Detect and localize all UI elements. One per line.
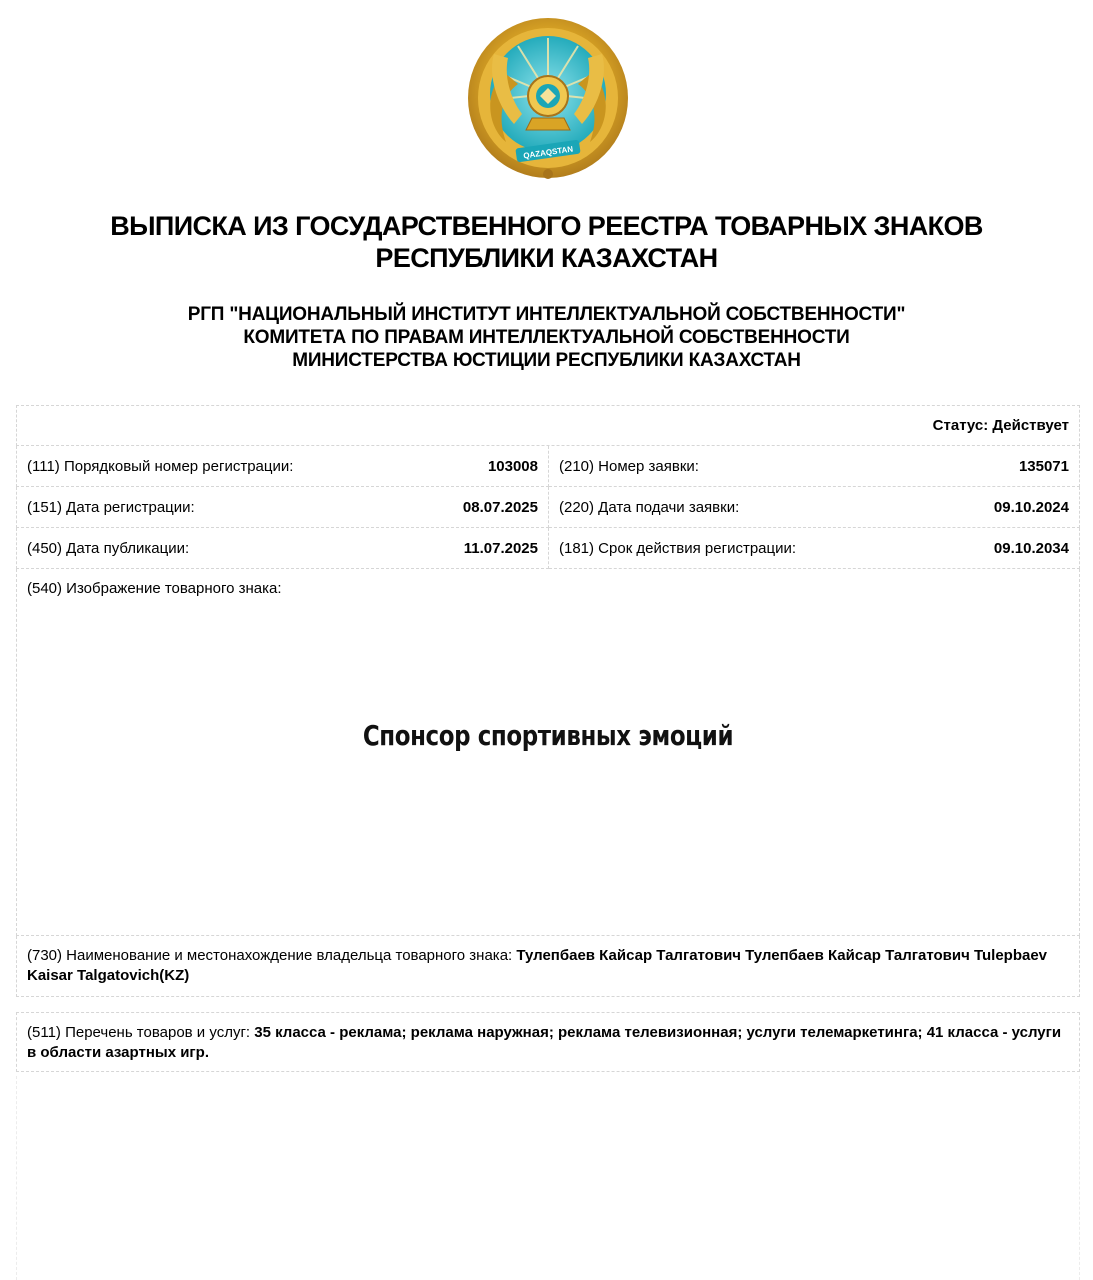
trademark-image: Спонсор спортивных эмоций bbox=[362, 719, 734, 752]
app-number-label: (210) Номер заявки: bbox=[559, 457, 699, 475]
filing-date-value: 09.10.2024 bbox=[993, 498, 1069, 516]
kazakhstan-state-emblem-icon bbox=[466, 14, 630, 182]
registry-extract-table bbox=[16, 405, 1080, 1072]
document-title bbox=[0, 210, 1093, 274]
goods-services-block bbox=[16, 1012, 1080, 1072]
trademark-image-label: (540) Изображение товарного знака: bbox=[27, 580, 282, 597]
org-line-3: МИНИСТЕРСТВА ЮСТИЦИИ РЕСПУБЛИКИ КАЗАХСТАН bbox=[292, 350, 801, 371]
reg-date-label: (151) Дата регистрации: bbox=[27, 498, 195, 516]
owner-block bbox=[16, 936, 1080, 997]
reg-date-cell bbox=[16, 487, 549, 528]
title-line-2: РЕСПУБЛИКИ КАЗАХСТАН bbox=[375, 243, 718, 273]
table-row bbox=[16, 528, 1080, 569]
reg-number-value: 103008 bbox=[487, 457, 538, 475]
pub-date-cell bbox=[16, 528, 549, 569]
owner-value: Тулепбаев Кайсар Талгатович Тулепбаев Кайсар Талгатович Tulepbaev Kaisar Talgatovich(KZ) bbox=[27, 947, 1048, 984]
app-number-cell bbox=[549, 446, 1080, 487]
validity-cell bbox=[549, 528, 1080, 569]
validity-label: (181) Срок действия регистрации: bbox=[559, 539, 797, 557]
filing-date-label: (220) Дата подачи заявки: bbox=[559, 498, 740, 516]
status-text: Статус: Действует bbox=[932, 417, 1069, 434]
title-line-1: ВЫПИСКА ИЗ ГОСУДАРСТВЕННОГО РЕЕСТРА ТОВАРНЫХ ЗНАКОВ bbox=[110, 211, 983, 241]
reg-number-cell bbox=[16, 446, 549, 487]
state-emblem bbox=[466, 14, 630, 182]
owner-label: (730) Наименование и местонахождение владельца товарного знака: bbox=[27, 947, 517, 964]
table-row bbox=[16, 446, 1080, 487]
goods-label: (511) Перечень товаров и услуг: bbox=[27, 1024, 255, 1041]
org-line-2: КОМИТЕТА ПО ПРАВАМ ИНТЕЛЛЕКТУАЛЬНОЙ СОБСТВЕННОСТИ bbox=[243, 327, 850, 348]
status-row bbox=[16, 405, 1080, 446]
reg-number-label: (111) Порядковый номер регистрации: bbox=[27, 457, 294, 475]
issuing-organization bbox=[0, 303, 1093, 372]
goods-value: 35 класса - реклама; реклама наружная; реклама телевизионная; услуги телемаркетинга; 41 класса - услуги в области азартных игр. bbox=[27, 1024, 1062, 1061]
pub-date-label: (450) Дата публикации: bbox=[27, 539, 190, 557]
page-bottom-area bbox=[16, 1076, 1080, 1280]
emblem-lettering: QAZAQSTAN bbox=[522, 144, 574, 161]
org-line-1: РГП "НАЦИОНАЛЬНЫЙ ИНСТИТУТ ИНТЕЛЛЕКТУАЛЬНОЙ СОБСТВЕННОСТИ" bbox=[187, 304, 906, 325]
table-row bbox=[16, 487, 1080, 528]
app-number-value: 135071 bbox=[1018, 457, 1069, 475]
filing-date-cell bbox=[549, 487, 1080, 528]
trademark-image-block bbox=[16, 569, 1080, 936]
validity-value: 09.10.2034 bbox=[993, 539, 1069, 557]
pub-date-value: 11.07.2025 bbox=[463, 539, 538, 557]
reg-date-value: 08.07.2025 bbox=[462, 498, 538, 516]
